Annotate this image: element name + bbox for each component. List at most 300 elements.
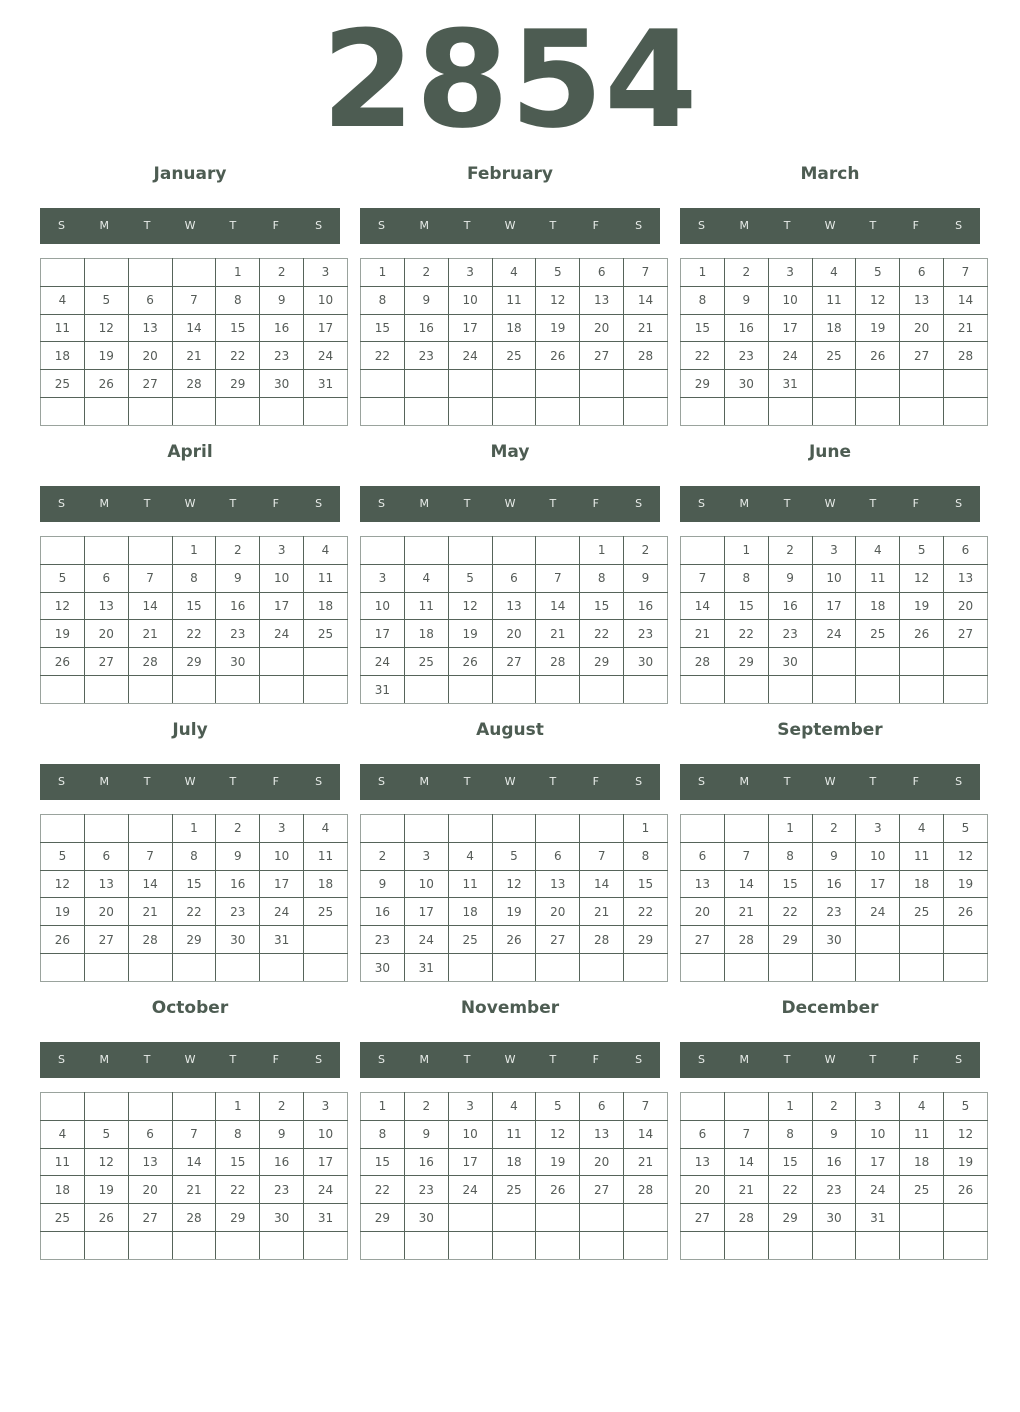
day-cell bbox=[944, 1232, 988, 1260]
day-cell: 11 bbox=[448, 870, 492, 898]
day-cell: 5 bbox=[84, 1120, 128, 1148]
day-cell: 10 bbox=[856, 842, 900, 870]
weekday-label: F bbox=[272, 219, 279, 232]
day-cell: 22 bbox=[724, 620, 768, 648]
day-cell: 21 bbox=[681, 620, 725, 648]
day-cell: 2 bbox=[216, 537, 260, 565]
day-cell: 20 bbox=[492, 620, 536, 648]
weekday-label: S bbox=[955, 497, 963, 510]
weekday-label: T bbox=[229, 1053, 237, 1066]
day-cell bbox=[84, 1232, 128, 1260]
day-cell: 18 bbox=[304, 592, 348, 620]
day-cell bbox=[681, 398, 725, 426]
day-cell: 26 bbox=[84, 1204, 128, 1232]
day-cell: 18 bbox=[492, 314, 536, 342]
week-row bbox=[41, 1093, 348, 1121]
day-cell: 12 bbox=[84, 314, 128, 342]
day-cell: 5 bbox=[41, 564, 85, 592]
weekday-label: M bbox=[739, 1053, 750, 1066]
day-cell: 8 bbox=[724, 564, 768, 592]
weekday-label: F bbox=[912, 775, 919, 788]
weekday-label: F bbox=[592, 219, 599, 232]
weekday-label: T bbox=[869, 775, 877, 788]
day-cell: 9 bbox=[812, 842, 856, 870]
day-cell: 25 bbox=[492, 1176, 536, 1204]
day-cell: 16 bbox=[216, 870, 260, 898]
day-cell: 14 bbox=[172, 1148, 216, 1176]
day-cell bbox=[448, 954, 492, 982]
day-cell: 29 bbox=[216, 1204, 260, 1232]
day-cell: 7 bbox=[724, 1120, 768, 1148]
day-cell: 15 bbox=[172, 592, 216, 620]
day-cell bbox=[216, 954, 260, 982]
day-cell: 26 bbox=[492, 926, 536, 954]
day-cell bbox=[536, 398, 580, 426]
day-cell bbox=[361, 370, 405, 398]
day-cell: 6 bbox=[84, 842, 128, 870]
day-cell: 3 bbox=[768, 259, 812, 287]
week-row bbox=[681, 370, 988, 398]
day-cell: 30 bbox=[812, 926, 856, 954]
day-cell: 25 bbox=[41, 370, 85, 398]
day-cell bbox=[260, 954, 304, 982]
weekday-label: W bbox=[824, 1053, 836, 1066]
day-cell bbox=[128, 259, 172, 287]
day-cell bbox=[448, 537, 492, 565]
week-row bbox=[681, 1120, 988, 1148]
day-cell bbox=[580, 815, 624, 843]
day-cell: 27 bbox=[84, 926, 128, 954]
day-cell bbox=[41, 398, 85, 426]
day-cell: 4 bbox=[492, 259, 536, 287]
day-cell bbox=[41, 1232, 85, 1260]
day-cell: 1 bbox=[681, 259, 725, 287]
day-cell: 24 bbox=[260, 898, 304, 926]
day-cell: 16 bbox=[260, 1148, 304, 1176]
day-cell: 20 bbox=[84, 898, 128, 926]
day-cell: 28 bbox=[580, 926, 624, 954]
day-cell: 6 bbox=[944, 537, 988, 565]
weekday-label: F bbox=[592, 497, 599, 510]
day-cell: 25 bbox=[812, 342, 856, 370]
weekday-header bbox=[680, 1042, 980, 1078]
day-cell: 23 bbox=[404, 342, 448, 370]
day-cell: 16 bbox=[260, 314, 304, 342]
day-cell: 5 bbox=[900, 537, 944, 565]
day-cell bbox=[361, 537, 405, 565]
day-cell: 9 bbox=[624, 564, 668, 592]
weekday-label: F bbox=[912, 1053, 919, 1066]
day-cell: 4 bbox=[900, 815, 944, 843]
day-cell bbox=[536, 1204, 580, 1232]
week-row bbox=[681, 1204, 988, 1232]
day-cell: 8 bbox=[172, 842, 216, 870]
day-cell: 30 bbox=[260, 1204, 304, 1232]
week-row bbox=[361, 1176, 668, 1204]
month-title: August bbox=[476, 720, 544, 740]
weekday-label: T bbox=[783, 497, 791, 510]
day-cell: 24 bbox=[304, 1176, 348, 1204]
day-cell: 15 bbox=[361, 314, 405, 342]
week-row bbox=[41, 870, 348, 898]
day-cell: 30 bbox=[260, 370, 304, 398]
weekday-label: S bbox=[377, 775, 385, 788]
day-cell bbox=[812, 954, 856, 982]
day-grid bbox=[40, 1092, 348, 1260]
day-cell: 27 bbox=[900, 342, 944, 370]
day-cell bbox=[41, 815, 85, 843]
day-cell bbox=[768, 676, 812, 704]
day-cell: 3 bbox=[856, 815, 900, 843]
weekday-label: S bbox=[635, 219, 643, 232]
weekday-label: T bbox=[143, 497, 151, 510]
day-grid bbox=[680, 1092, 988, 1260]
week-row bbox=[681, 342, 988, 370]
day-cell: 9 bbox=[724, 286, 768, 314]
weekday-label: M bbox=[99, 1053, 110, 1066]
day-grid bbox=[360, 814, 668, 982]
day-cell: 12 bbox=[41, 870, 85, 898]
day-cell: 7 bbox=[128, 842, 172, 870]
day-grid bbox=[360, 1092, 668, 1260]
day-cell bbox=[681, 537, 725, 565]
week-row bbox=[681, 564, 988, 592]
day-cell: 10 bbox=[404, 870, 448, 898]
weekday-label: M bbox=[419, 1053, 430, 1066]
day-cell: 14 bbox=[681, 592, 725, 620]
day-cell bbox=[536, 370, 580, 398]
day-cell: 17 bbox=[856, 870, 900, 898]
day-cell: 8 bbox=[216, 1120, 260, 1148]
week-row bbox=[681, 1232, 988, 1260]
week-row bbox=[41, 1232, 348, 1260]
day-cell bbox=[944, 926, 988, 954]
day-cell: 19 bbox=[900, 592, 944, 620]
day-cell: 26 bbox=[944, 898, 988, 926]
day-cell: 6 bbox=[84, 564, 128, 592]
week-row bbox=[361, 537, 668, 565]
day-cell bbox=[492, 1232, 536, 1260]
day-cell: 14 bbox=[944, 286, 988, 314]
week-row bbox=[361, 926, 668, 954]
day-cell: 28 bbox=[128, 648, 172, 676]
day-cell bbox=[900, 676, 944, 704]
weekday-label: T bbox=[229, 219, 237, 232]
day-cell: 20 bbox=[128, 1176, 172, 1204]
day-cell: 26 bbox=[536, 342, 580, 370]
weekday-label: S bbox=[315, 1053, 323, 1066]
week-row bbox=[361, 370, 668, 398]
week-row bbox=[41, 398, 348, 426]
week-row bbox=[41, 620, 348, 648]
day-cell: 10 bbox=[304, 1120, 348, 1148]
week-row bbox=[681, 648, 988, 676]
day-cell: 27 bbox=[681, 1204, 725, 1232]
day-cell: 4 bbox=[448, 842, 492, 870]
day-cell: 31 bbox=[260, 926, 304, 954]
day-cell: 11 bbox=[404, 592, 448, 620]
day-cell bbox=[216, 1232, 260, 1260]
day-cell: 12 bbox=[492, 870, 536, 898]
weekday-label: W bbox=[184, 1053, 196, 1066]
day-cell: 2 bbox=[724, 259, 768, 287]
day-cell: 12 bbox=[900, 564, 944, 592]
day-cell: 22 bbox=[580, 620, 624, 648]
day-cell: 17 bbox=[260, 592, 304, 620]
day-cell: 21 bbox=[624, 1148, 668, 1176]
day-cell bbox=[724, 1232, 768, 1260]
day-cell: 6 bbox=[681, 1120, 725, 1148]
month-title: March bbox=[800, 164, 860, 184]
weekday-label: M bbox=[739, 497, 750, 510]
day-cell: 7 bbox=[172, 286, 216, 314]
day-cell bbox=[624, 370, 668, 398]
day-cell bbox=[492, 370, 536, 398]
weekday-label: T bbox=[463, 219, 471, 232]
day-cell: 19 bbox=[856, 314, 900, 342]
day-cell: 7 bbox=[128, 564, 172, 592]
day-cell: 8 bbox=[768, 842, 812, 870]
day-cell: 8 bbox=[768, 1120, 812, 1148]
day-cell bbox=[944, 370, 988, 398]
day-cell bbox=[84, 537, 128, 565]
day-cell: 27 bbox=[944, 620, 988, 648]
day-cell: 2 bbox=[260, 1093, 304, 1121]
day-cell: 2 bbox=[812, 1093, 856, 1121]
day-cell: 13 bbox=[900, 286, 944, 314]
day-cell bbox=[41, 954, 85, 982]
day-grid bbox=[40, 536, 348, 704]
day-cell: 9 bbox=[404, 1120, 448, 1148]
week-row bbox=[681, 954, 988, 982]
day-cell: 16 bbox=[404, 314, 448, 342]
day-cell: 14 bbox=[128, 592, 172, 620]
weekday-label: W bbox=[184, 497, 196, 510]
week-row bbox=[681, 1176, 988, 1204]
day-cell: 20 bbox=[128, 342, 172, 370]
day-cell: 5 bbox=[536, 259, 580, 287]
day-cell: 2 bbox=[624, 537, 668, 565]
day-cell bbox=[448, 1204, 492, 1232]
day-cell: 27 bbox=[580, 342, 624, 370]
day-cell bbox=[404, 398, 448, 426]
day-cell bbox=[900, 954, 944, 982]
day-cell: 25 bbox=[404, 648, 448, 676]
day-cell: 29 bbox=[624, 926, 668, 954]
day-cell: 9 bbox=[404, 286, 448, 314]
week-row bbox=[681, 592, 988, 620]
weekday-header bbox=[40, 1042, 340, 1078]
day-cell bbox=[304, 398, 348, 426]
day-cell: 18 bbox=[492, 1148, 536, 1176]
day-cell: 17 bbox=[404, 898, 448, 926]
month-title: February bbox=[466, 164, 554, 184]
day-cell: 19 bbox=[536, 314, 580, 342]
day-cell: 25 bbox=[492, 342, 536, 370]
day-cell: 19 bbox=[41, 620, 85, 648]
week-row bbox=[361, 648, 668, 676]
day-cell: 4 bbox=[304, 815, 348, 843]
weekday-header bbox=[680, 208, 980, 244]
week-row bbox=[681, 815, 988, 843]
month-title: November bbox=[460, 998, 560, 1018]
day-cell bbox=[304, 676, 348, 704]
weekday-label: T bbox=[229, 497, 237, 510]
day-cell bbox=[900, 1232, 944, 1260]
day-cell: 26 bbox=[448, 648, 492, 676]
day-cell: 15 bbox=[580, 592, 624, 620]
weekday-label: T bbox=[143, 219, 151, 232]
day-cell: 27 bbox=[128, 370, 172, 398]
day-cell bbox=[128, 537, 172, 565]
day-cell: 2 bbox=[768, 537, 812, 565]
month-title: October bbox=[151, 998, 229, 1018]
day-cell bbox=[681, 1093, 725, 1121]
day-cell bbox=[768, 954, 812, 982]
day-cell: 21 bbox=[536, 620, 580, 648]
day-cell: 18 bbox=[812, 314, 856, 342]
day-cell: 8 bbox=[580, 564, 624, 592]
day-cell: 4 bbox=[492, 1093, 536, 1121]
week-row bbox=[681, 870, 988, 898]
weekday-label: T bbox=[783, 775, 791, 788]
day-cell: 25 bbox=[304, 898, 348, 926]
day-cell: 26 bbox=[856, 342, 900, 370]
day-cell: 2 bbox=[216, 815, 260, 843]
day-cell: 21 bbox=[580, 898, 624, 926]
day-cell: 4 bbox=[812, 259, 856, 287]
day-cell: 8 bbox=[681, 286, 725, 314]
week-row bbox=[681, 398, 988, 426]
day-cell: 17 bbox=[361, 620, 405, 648]
day-cell: 5 bbox=[944, 1093, 988, 1121]
day-cell: 14 bbox=[724, 1148, 768, 1176]
day-cell: 15 bbox=[624, 870, 668, 898]
week-row bbox=[41, 1148, 348, 1176]
day-cell: 3 bbox=[404, 842, 448, 870]
year-title: 2854 bbox=[321, 2, 699, 158]
day-cell: 22 bbox=[768, 1176, 812, 1204]
week-row bbox=[41, 842, 348, 870]
day-cell: 26 bbox=[944, 1176, 988, 1204]
day-cell bbox=[448, 1232, 492, 1260]
day-cell bbox=[856, 398, 900, 426]
day-cell: 22 bbox=[216, 342, 260, 370]
day-cell bbox=[624, 676, 668, 704]
day-cell bbox=[624, 398, 668, 426]
weekday-label: W bbox=[504, 219, 516, 232]
day-cell: 6 bbox=[536, 842, 580, 870]
day-cell: 21 bbox=[624, 314, 668, 342]
day-cell: 1 bbox=[768, 1093, 812, 1121]
day-cell bbox=[812, 676, 856, 704]
day-cell: 19 bbox=[944, 1148, 988, 1176]
day-grid bbox=[40, 814, 348, 982]
day-cell: 25 bbox=[856, 620, 900, 648]
day-cell bbox=[216, 398, 260, 426]
day-cell: 17 bbox=[812, 592, 856, 620]
day-cell bbox=[900, 648, 944, 676]
day-cell: 24 bbox=[260, 620, 304, 648]
day-cell: 1 bbox=[580, 537, 624, 565]
day-cell: 8 bbox=[361, 286, 405, 314]
weekday-header bbox=[680, 486, 980, 522]
week-row bbox=[41, 926, 348, 954]
weekday-label: T bbox=[143, 775, 151, 788]
day-cell bbox=[768, 1232, 812, 1260]
day-cell: 10 bbox=[768, 286, 812, 314]
week-row bbox=[681, 842, 988, 870]
day-cell: 9 bbox=[768, 564, 812, 592]
day-cell: 16 bbox=[812, 1148, 856, 1176]
day-cell bbox=[724, 398, 768, 426]
weekday-label: F bbox=[912, 497, 919, 510]
day-cell: 26 bbox=[41, 926, 85, 954]
day-cell bbox=[41, 537, 85, 565]
day-cell: 12 bbox=[536, 1120, 580, 1148]
weekday-label: F bbox=[912, 219, 919, 232]
day-cell: 7 bbox=[624, 1093, 668, 1121]
day-cell: 18 bbox=[448, 898, 492, 926]
day-cell: 28 bbox=[944, 342, 988, 370]
day-cell: 20 bbox=[84, 620, 128, 648]
day-cell: 28 bbox=[172, 370, 216, 398]
day-cell: 19 bbox=[41, 898, 85, 926]
day-cell bbox=[492, 954, 536, 982]
day-cell bbox=[624, 954, 668, 982]
day-cell bbox=[580, 1204, 624, 1232]
day-cell bbox=[404, 370, 448, 398]
day-cell bbox=[856, 648, 900, 676]
month-title: January bbox=[153, 164, 227, 184]
weekday-label: M bbox=[99, 775, 110, 788]
weekday-header bbox=[680, 764, 980, 800]
day-cell: 14 bbox=[624, 286, 668, 314]
day-cell: 16 bbox=[404, 1148, 448, 1176]
day-cell: 4 bbox=[41, 1120, 85, 1148]
weekday-label: S bbox=[315, 219, 323, 232]
day-cell: 10 bbox=[856, 1120, 900, 1148]
day-cell: 11 bbox=[304, 842, 348, 870]
day-cell: 21 bbox=[944, 314, 988, 342]
day-cell: 3 bbox=[260, 815, 304, 843]
weekday-label: T bbox=[549, 219, 557, 232]
week-row bbox=[361, 1204, 668, 1232]
day-cell: 28 bbox=[172, 1204, 216, 1232]
day-cell bbox=[536, 676, 580, 704]
day-cell: 25 bbox=[900, 1176, 944, 1204]
day-cell: 22 bbox=[216, 1176, 260, 1204]
weekday-label: T bbox=[869, 497, 877, 510]
day-cell: 8 bbox=[624, 842, 668, 870]
day-cell: 24 bbox=[856, 898, 900, 926]
week-row bbox=[681, 259, 988, 287]
day-cell: 1 bbox=[768, 815, 812, 843]
day-cell: 26 bbox=[536, 1176, 580, 1204]
day-cell bbox=[492, 1204, 536, 1232]
day-cell: 10 bbox=[448, 1120, 492, 1148]
day-cell: 12 bbox=[856, 286, 900, 314]
day-cell: 16 bbox=[812, 870, 856, 898]
day-cell bbox=[768, 398, 812, 426]
day-cell bbox=[681, 676, 725, 704]
day-cell: 6 bbox=[580, 259, 624, 287]
day-cell: 8 bbox=[361, 1120, 405, 1148]
day-cell: 4 bbox=[304, 537, 348, 565]
day-cell: 11 bbox=[492, 286, 536, 314]
month-title: September bbox=[777, 720, 883, 740]
day-cell: 6 bbox=[900, 259, 944, 287]
